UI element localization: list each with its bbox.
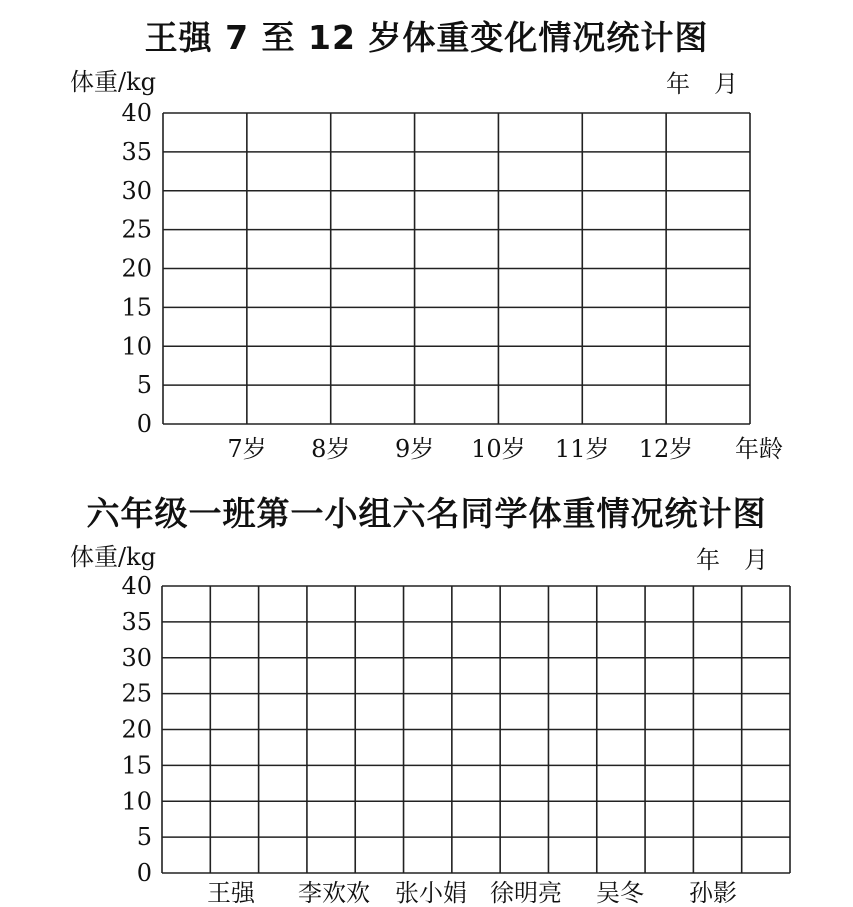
- chart2-y-tick-label: 30: [121, 643, 152, 672]
- chart2-x-category-label: 吴冬: [596, 879, 644, 907]
- chart2-x-category-label: 李欢欢: [298, 879, 370, 907]
- chart1-y-tick-label: 40: [121, 99, 152, 127]
- chart2-x-category-label: 张小娟: [395, 879, 467, 907]
- chart2-y-tick-label: 0: [136, 859, 152, 887]
- chart1-y-tick-label: 25: [121, 215, 152, 244]
- chart1-x-category-label: 10岁: [471, 435, 526, 463]
- chart1-y-tick-label: 0: [136, 410, 152, 438]
- chart1-x-axis-label: 年龄: [735, 435, 783, 463]
- chart2-y-tick-label: 5: [136, 823, 152, 852]
- chart1-y-tick-label: 35: [121, 137, 152, 166]
- chart2-y-axis-label: 体重/kg: [70, 543, 156, 571]
- chart2-y-tick-label: 40: [121, 572, 152, 600]
- chart1-y-tick-label: 5: [136, 371, 152, 400]
- chart1-y-tick-label: 10: [121, 332, 152, 361]
- chart2-title: 六年级一班第一小组六名同学体重情况统计图: [86, 494, 767, 533]
- chart2-date-label: 年 月: [696, 546, 768, 574]
- chart1-y-tick-label: 15: [121, 293, 152, 322]
- chart1-y-tick-label: 30: [121, 176, 152, 205]
- chart2-y-tick-label: 10: [121, 787, 152, 816]
- chart2-y-tick-label: 25: [121, 679, 152, 708]
- chart1-date-label: 年 月: [666, 70, 738, 98]
- chart2-x-category-label: 徐明亮: [490, 879, 562, 907]
- chart1-x-category-label: 12岁: [638, 435, 694, 463]
- chart1-x-category-label: 7岁: [227, 435, 267, 463]
- chart1-y-tick-label: 20: [121, 254, 152, 283]
- chart2-x-category-label: 王强: [207, 879, 255, 907]
- chart1-title: 王强 7 至 12 岁体重变化情况统计图: [144, 18, 709, 57]
- chart2-x-category-label: 孙影: [689, 879, 737, 907]
- chart2-y-tick-label: 20: [121, 715, 152, 744]
- chart2-y-tick-label: 35: [121, 607, 152, 636]
- chart2-y-tick-label: 15: [121, 751, 152, 780]
- chart1-y-axis-label: 体重/kg: [70, 68, 156, 96]
- chart1-x-category-label: 11岁: [554, 435, 610, 463]
- chart1-x-category-label: 8岁: [311, 435, 351, 463]
- chart1-x-category-label: 9岁: [394, 435, 435, 463]
